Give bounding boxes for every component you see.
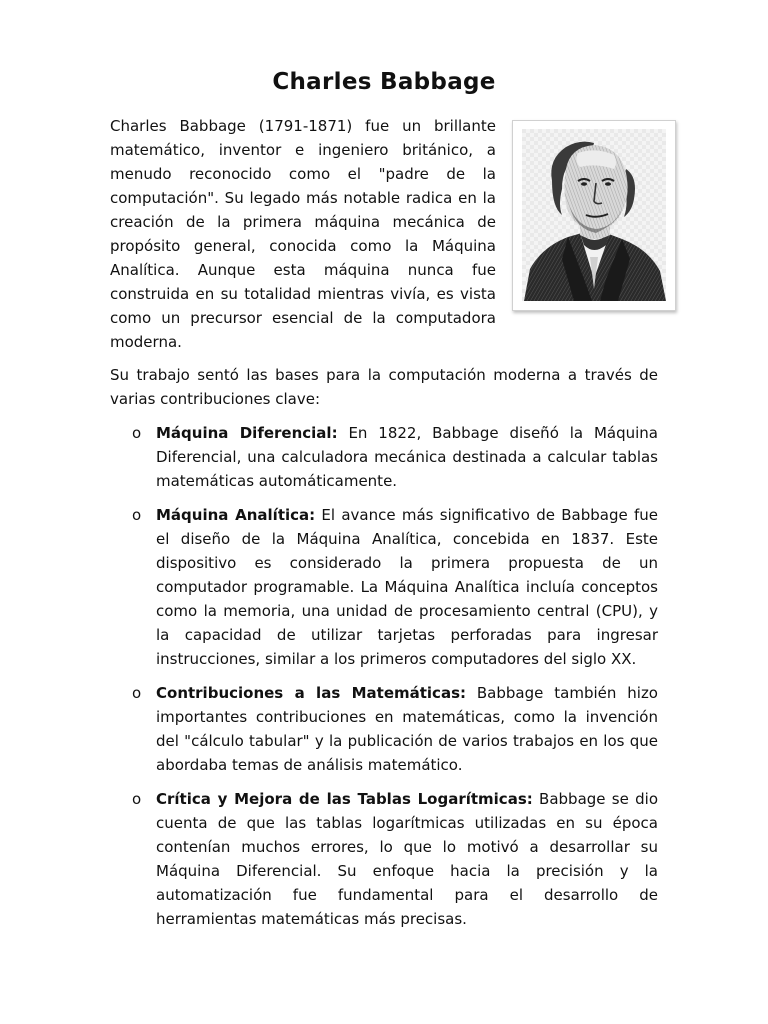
list-item-term: Máquina Analítica: xyxy=(156,506,316,524)
bullet-circle-icon: o xyxy=(132,506,142,524)
list-item-text: Babbage se dio cuenta de que las tablas logarítmicas utilizadas en su época contenían muchos errores, lo que lo motivó a desarrollar su Máquina Diferencial. Su enfoque hacia la precisión y la automatización fue fundamental para el desarrollo de herramientas matemáticas más precisas. xyxy=(156,790,658,928)
list-item-term: Contribuciones a las Matemáticas: xyxy=(156,684,466,702)
list-item xyxy=(132,787,658,931)
portrait-engraving-icon xyxy=(522,129,666,301)
bullet-circle-icon: o xyxy=(132,424,142,442)
bullet-circle-icon: o xyxy=(132,790,142,808)
portrait-image xyxy=(512,120,676,311)
intro-paragraph: Charles Babbage (1791-1871) fue un brillante matemático, inventor e ingeniero británico, a menudo reconocido como el "padre de la computación". Su legado más notable radica en la creación de la primera máquina mecánica de propósito general, conocida como la Máquina Analítica. Aunque esta máquina nunca fue construida en su totalidad mientras vivía, es vista como un precursor esencial de la computadora moderna. xyxy=(110,117,496,351)
contributions-intro-paragraph: Su trabajo sentó las bases para la computación moderna a través de varias contribuciones clave: xyxy=(110,366,658,408)
page-title: Charles Babbage xyxy=(272,69,496,95)
list-item-text: En 1822, Babbage diseñó la Máquina Diferencial, una calculadora mecánica destinada a calcular tablas matemáticas automáticamente. xyxy=(156,424,659,490)
list-item-text: El avance más significativo de Babbage fue el diseño de la Máquina Analítica, concebida en 1837. Este dispositivo es considerado la primera propuesta de un computador programable. La Máquina Analítica incluía conceptos como la memoria, una unidad de procesamiento central (CPU), y la capacidad de utilizar tarjetas perforadas para ingresar instrucciones, similar a los primeros computadores del siglo XX. xyxy=(156,506,658,668)
list-item-term: Crítica y Mejora de las Tablas Logarítmicas: xyxy=(156,790,533,808)
bullet-circle-icon: o xyxy=(132,684,142,702)
list-item xyxy=(132,681,658,777)
list-item-text: Babbage también hizo importantes contribuciones en matemáticas, como la invención del "cálculo tabular" y la publicación de varios trabajos en los que abordaba temas de análisis matemático. xyxy=(156,684,658,774)
list-item-term: Máquina Diferencial: xyxy=(156,424,338,442)
list-item xyxy=(132,421,659,493)
list-item xyxy=(132,503,658,671)
